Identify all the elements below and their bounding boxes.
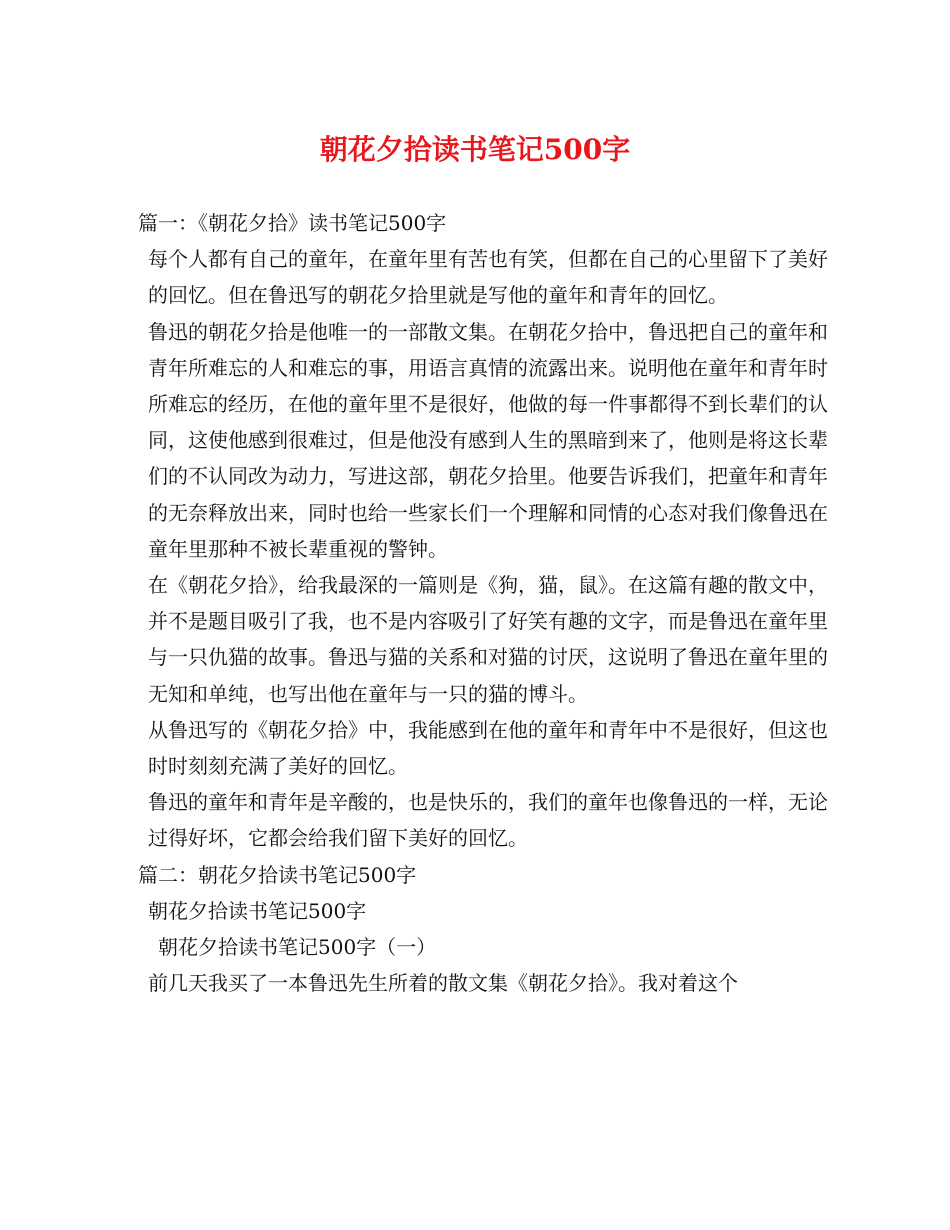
paragraph: 每个人都有自己的童年，在童年里有苦也有笑，但都在自己的心里留下了美好的回忆。但在鲁迅写的朝花夕拾里就是写他的童年和青年的回忆。 <box>148 247 828 308</box>
section-heading: 篇二：朝花夕拾读书笔记500字 <box>138 862 417 887</box>
section-heading: 篇一：《朝花夕拾》读书笔记500字 <box>138 211 447 235</box>
paragraph: 鲁迅的童年和青年是辛酸的，也是快乐的，我们的童年也像鲁迅的一样，无论过得好坏，它都会给我们留下美好的回忆。 <box>148 790 828 851</box>
subheading: 朝花夕拾读书笔记500字 <box>148 898 367 923</box>
paragraph: 前几天我买了一本鲁迅先生所着的散文集《朝花夕拾》。我对着这个 <box>148 971 738 996</box>
paragraph: 在《朝花夕拾》，给我最深的一篇则是《狗，猫，鼠》。在这篇有趣的散文中，并不是题目吸引了我，也不是内容吸引了好笑有趣的文字，而是鲁迅在童年里与一只仇猫的故事。鲁迅与猫的关系和对猫的讨厌，这说明了鲁迅在童年里的无知和单纯，也写出他在童年与一只的猫的博斗。 <box>148 573 828 706</box>
subheading: 朝花夕拾读书笔记500字（一） <box>158 935 437 960</box>
document-title: 朝花夕拾读书笔记500字 <box>319 133 631 166</box>
paragraph: 从鲁迅写的《朝花夕拾》中，我能感到在他的童年和青年中不是很好，但这也时时刻刻充满了美好的回忆。 <box>148 717 828 779</box>
paragraph: 鲁迅的朝花夕拾是他唯一的一部散文集。在朝花夕拾中，鲁迅把自己的童年和青年所难忘的人和难忘的事，用语言真情的流露出来。说明他在童年和青年时所难忘的经历，在他的童年里不是很好，他做的每一件事都得不到长辈们的认同，这使他感到很难过，但是他没有感到人生的黑暗到来了，他则是将这长辈们的不认同改为动力，写进这部，朝花夕拾里。他要告诉我们，把童年和青年的无奈释放出来，同时也给一些家长们一个理解和同情的心态对我们像鲁迅在童年里那种不被长辈重视的警钟。 <box>148 319 828 561</box>
document-body <box>138 205 828 1001</box>
